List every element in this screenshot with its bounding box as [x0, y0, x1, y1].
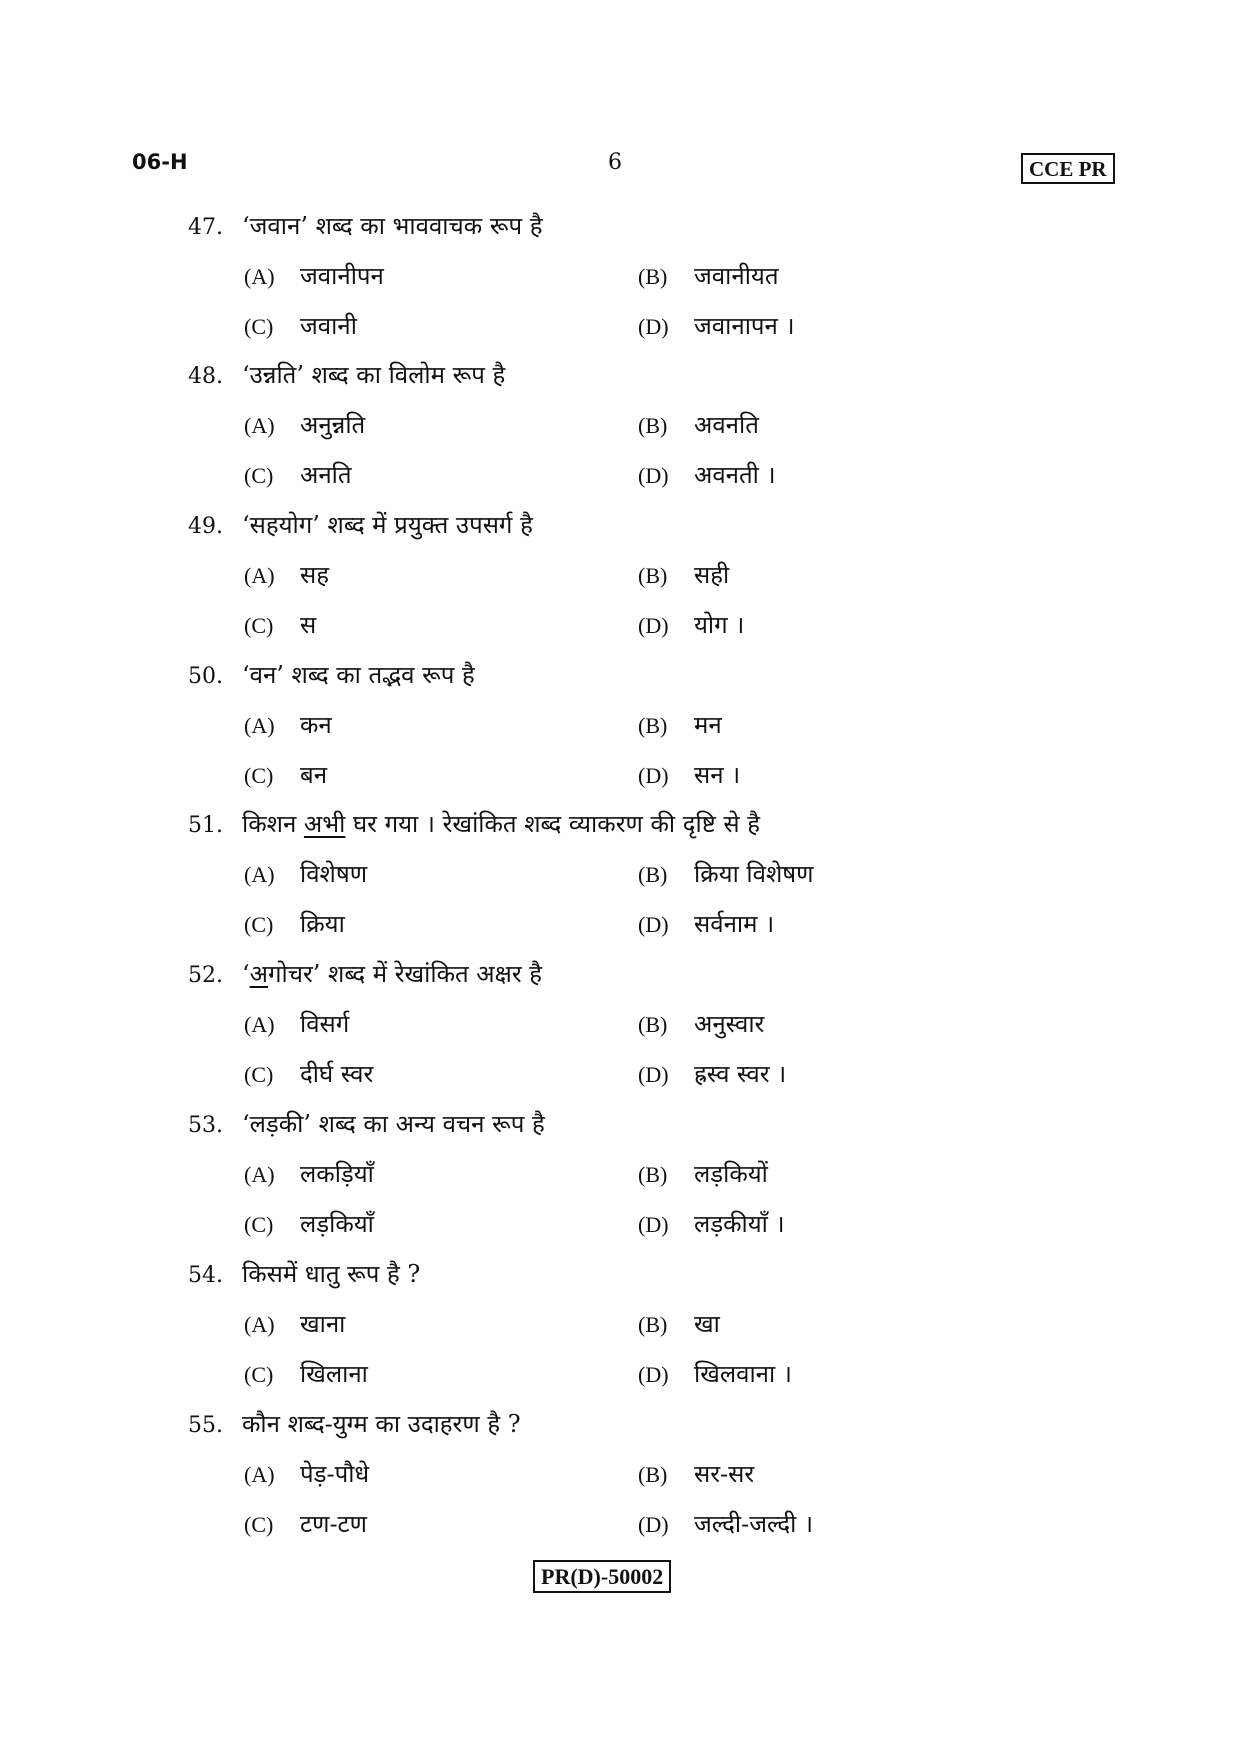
option-label: (B) [638, 563, 668, 588]
question-text: ‘वन’ शब्द का तद्भव रूप है [242, 661, 475, 689]
option-label: (C) [244, 463, 274, 488]
option-b[interactable] [638, 557, 729, 593]
question-stem [188, 806, 760, 842]
option-a[interactable] [244, 1156, 374, 1192]
option-text: टण-टण [300, 1510, 368, 1538]
question-number: 48. [188, 364, 223, 389]
option-b[interactable] [638, 856, 814, 892]
question-text-before: किशन [242, 810, 304, 838]
option-c[interactable] [244, 308, 357, 344]
option-label: (D) [638, 1512, 669, 1537]
option-label: (D) [638, 613, 669, 638]
option-text: कन [300, 711, 332, 739]
question-text-after: गोचर’ शब्द में रेखांकित अक्षर है [267, 960, 543, 988]
option-label: (B) [638, 413, 668, 438]
option-text: लड़कियाँ [300, 1210, 374, 1238]
question-number: 50. [188, 664, 223, 689]
question-number: 52. [188, 963, 223, 988]
question-stem [188, 357, 505, 393]
option-label: (D) [638, 1362, 669, 1387]
option-d[interactable] [638, 757, 740, 793]
option-b[interactable] [638, 258, 779, 294]
option-text: विसर्ग [300, 1010, 350, 1038]
option-text: जल्दी-जल्दी । [694, 1510, 814, 1538]
option-text: जवानीपन [300, 262, 384, 290]
question-stem [188, 1106, 545, 1142]
option-b[interactable] [638, 1306, 720, 1342]
option-c[interactable] [244, 1056, 373, 1092]
option-text: लकड़ियाँ [300, 1160, 374, 1188]
option-b[interactable] [638, 707, 722, 743]
option-text: सर-सर [694, 1460, 755, 1488]
option-text: पेड़-पौधे [300, 1460, 370, 1488]
option-text: जवानी [300, 312, 357, 340]
option-text: अनुन्नति [300, 411, 366, 439]
option-c[interactable] [244, 457, 352, 493]
option-label: (D) [638, 463, 669, 488]
option-label: (A) [244, 1462, 275, 1487]
option-text: क्रिया [300, 910, 345, 938]
question-stem [188, 657, 475, 693]
option-label: (D) [638, 763, 669, 788]
option-text: ह्रस्व स्वर । [694, 1060, 787, 1088]
question-number: 47. [188, 215, 223, 240]
option-text: सन । [694, 761, 741, 789]
option-a[interactable] [244, 1456, 369, 1492]
option-label: (A) [244, 1012, 275, 1037]
option-text: खिलवाना । [694, 1360, 792, 1388]
question-number: 51. [188, 813, 223, 838]
question-number: 53. [188, 1113, 223, 1138]
option-text: दीर्घ स्वर [300, 1060, 374, 1088]
option-label: (B) [638, 1462, 668, 1487]
question-number: 55. [188, 1413, 223, 1438]
question-stem [188, 1256, 420, 1292]
option-a[interactable] [244, 1306, 345, 1342]
option-label: (C) [244, 1362, 274, 1387]
question-stem [188, 208, 542, 244]
option-text: विशेषण [300, 860, 368, 888]
option-text: खाना [300, 1310, 346, 1338]
option-text: सही [694, 561, 730, 589]
option-label: (D) [638, 1062, 669, 1087]
question-stem [188, 1406, 521, 1442]
option-a[interactable] [244, 707, 332, 743]
option-label: (C) [244, 613, 274, 638]
question-text: ‘जवान’ शब्द का भाववाचक रूप है [242, 212, 543, 240]
option-text: योग । [694, 611, 745, 639]
option-text: क्रिया विशेषण [694, 860, 814, 888]
option-c[interactable] [244, 1506, 367, 1542]
underlined-letter: अ [249, 960, 268, 988]
option-label: (A) [244, 563, 275, 588]
option-label: (A) [244, 862, 275, 887]
option-text: अनुस्वार [694, 1010, 765, 1038]
option-label: (C) [244, 1062, 274, 1087]
option-label: (C) [244, 912, 274, 937]
option-c[interactable] [244, 1356, 368, 1392]
option-label: (A) [244, 413, 275, 438]
question-text: ‘लड़की’ शब्द का अन्य वचन रूप है [242, 1110, 545, 1138]
option-text: अनति [300, 461, 352, 489]
option-b[interactable] [638, 407, 759, 443]
option-a[interactable] [244, 856, 367, 892]
question-number: 49. [188, 514, 223, 539]
option-c[interactable] [244, 607, 316, 643]
option-d[interactable] [638, 1506, 813, 1542]
option-label: (D) [638, 912, 669, 937]
option-text: खा [694, 1310, 720, 1338]
option-text: सह [300, 561, 329, 589]
option-text: लड़कीयाँ । [694, 1210, 785, 1238]
option-d[interactable] [638, 607, 744, 643]
series-badge: CCE PR [1021, 153, 1115, 184]
option-b[interactable] [638, 1156, 768, 1192]
option-label: (D) [638, 1212, 669, 1237]
option-label: (B) [638, 1012, 668, 1037]
option-text: सर्वनाम । [694, 910, 775, 938]
question-text: ‘उन्नति’ शब्द का विलोम रूप है [242, 361, 506, 389]
question-text: किसमें धातु रूप है ? [242, 1260, 421, 1288]
option-d[interactable] [638, 1056, 786, 1092]
option-text: अवनती । [694, 461, 776, 489]
footer-code-badge: PR(D)-50002 [533, 1560, 671, 1593]
question-number: 54. [188, 1263, 223, 1288]
option-text: अवनति [694, 411, 759, 439]
option-label: (C) [244, 1512, 274, 1537]
option-label: (C) [244, 1212, 274, 1237]
question-stem [188, 956, 542, 992]
option-label: (B) [638, 264, 668, 289]
option-a[interactable] [244, 258, 384, 294]
option-text: लड़कियों [694, 1160, 768, 1188]
option-d[interactable] [638, 457, 776, 493]
option-d[interactable] [638, 1206, 785, 1242]
option-text: जवानीयत [694, 262, 779, 290]
option-label: (A) [244, 264, 275, 289]
option-text: बन [300, 761, 328, 789]
option-d[interactable] [638, 906, 774, 942]
option-label: (B) [638, 1162, 668, 1187]
option-label: (B) [638, 713, 668, 738]
question-text: कौन शब्द-युग्म का उदाहरण है ? [242, 1410, 521, 1438]
question-text-after: घर गया । रेखांकित शब्द व्याकरण की दृष्टि से है [345, 810, 760, 838]
option-text: स [300, 611, 317, 639]
option-label: (C) [244, 763, 274, 788]
page-number: 6 [608, 150, 622, 175]
option-c[interactable] [244, 906, 345, 942]
option-label: (A) [244, 1162, 275, 1187]
option-label: (A) [244, 713, 275, 738]
question-text: ‘सहयोग’ शब्द में प्रयुक्त उपसर्ग है [242, 511, 533, 539]
option-a[interactable] [244, 1006, 349, 1042]
question-text-before: ‘ [242, 960, 250, 988]
option-text: मन [694, 711, 722, 739]
option-text: खिलाना [300, 1360, 368, 1388]
option-d[interactable] [638, 1356, 792, 1392]
option-a[interactable] [244, 407, 365, 443]
option-label: (C) [244, 314, 274, 339]
option-label: (A) [244, 1312, 275, 1337]
option-d[interactable] [638, 308, 795, 344]
option-a[interactable] [244, 557, 329, 593]
option-c[interactable] [244, 1206, 374, 1242]
option-b[interactable] [638, 1006, 764, 1042]
option-c[interactable] [244, 757, 327, 793]
option-label: (B) [638, 862, 668, 887]
option-b[interactable] [638, 1456, 754, 1492]
question-stem [188, 507, 533, 543]
option-label: (B) [638, 1312, 668, 1337]
option-text: जवानापन । [694, 312, 795, 340]
paper-code: 06-H [132, 150, 188, 174]
underlined-word: अभी [303, 810, 346, 838]
option-label: (D) [638, 314, 669, 339]
